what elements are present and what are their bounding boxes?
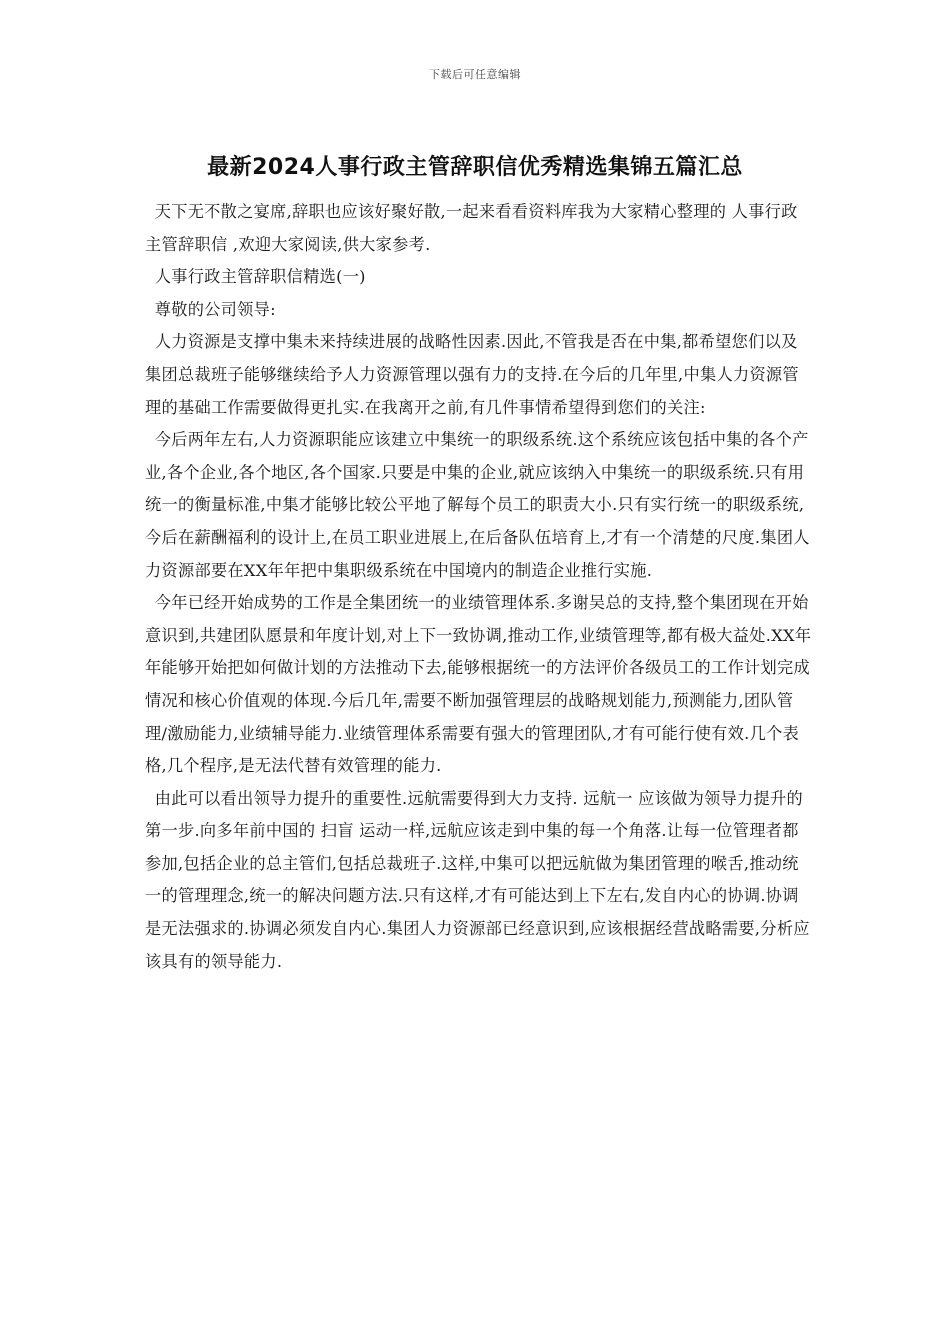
document-title: 最新2024人事行政主管辞职信优秀精选集锦五篇汇总 [207,155,743,180]
paragraph-body: 今后两年左右,人力资源职能应该建立中集统一的职级系统.这个系统应该包括中集的各个产业,各个企业,各个地区,各个国家.只要是中集的企业,就应该纳入中集统一的职级系统.只有用统一的衡量标准,中集才能够比较公平地了解每个员工的职责大小.只有实行统一的职级系统,今后在薪酬福利的设计上,在员工职业进展上,在后备队伍培育上,才有一个清楚的尺度.集团人力资源部要在XX年年把中集职级系统在中国境内的制造企业推行实施. [145,430,810,580]
paragraph-body: 由此可以看出领导力提升的重要性.远航需要得到大力支持. 远航一 应该做为领导力提升的第一步.向多年前中国的 扫盲 运动一样,远航应该走到中集的每一个角落.让每一位管理者都参加,包括企业的总主管们,包括总裁班子.这样,中集可以把远航做为集团管理的喉舌,推动统一的管理理念,统一的解决问题方法.只有这样,才有可能达到上下左右,发自内心的协调.协调是无法强求的.协调必须发自内心.集团人力资源部已经意识到,应该根据经营战略需要,分析应该具有的领导能力. [145,788,810,971]
paragraph-intro: 天下无不散之宴席,辞职也应该好聚好散,一起来看看资料库我为大家精心整理的 人事行政主管辞职信 ,欢迎大家阅读,供大家参考. [145,202,798,254]
paragraph-salutation: 尊敬的公司领导: [154,299,276,319]
paragraph-body: 人力资源是支撑中集未来持续进展的战略性因素.因此,不管我是否在中集,都希望您们以及集团总裁班子能够继续给予人力资源管理以强有力的支持.在今后的几年里,中集人力资源管理的基础工作需要做得更扎实.在我离开之前,有几件事情希望得到您们的关注: [145,332,799,417]
document-body [145,196,813,978]
header-note: 下载后可任意编辑 [429,68,521,81]
paragraph-body: 今年已经开始成势的工作是全集团统一的业绩管理体系.多谢吴总的支持,整个集团现在开始意识到,共建团队愿景和年度计划,对上下一致协调,推动工作,业绩管理等,都有极大益处.XX年年能够开始把如何做计划的方法推动下去,能够根据统一的方法评价各级员工的工作计划完成情况和核心价值观的体现.今后几年,需要不断加强管理层的战略规划能力,预测能力,团队管理/激励能力,业绩辅导能力.业绩管理体系需要有强大的管理团队,才有可能行使有效.几个表格,几个程序,是无法代替有效管理的能力. [145,593,812,776]
paragraph-section-heading: 人事行政主管辞职信精选(一) [154,267,366,287]
